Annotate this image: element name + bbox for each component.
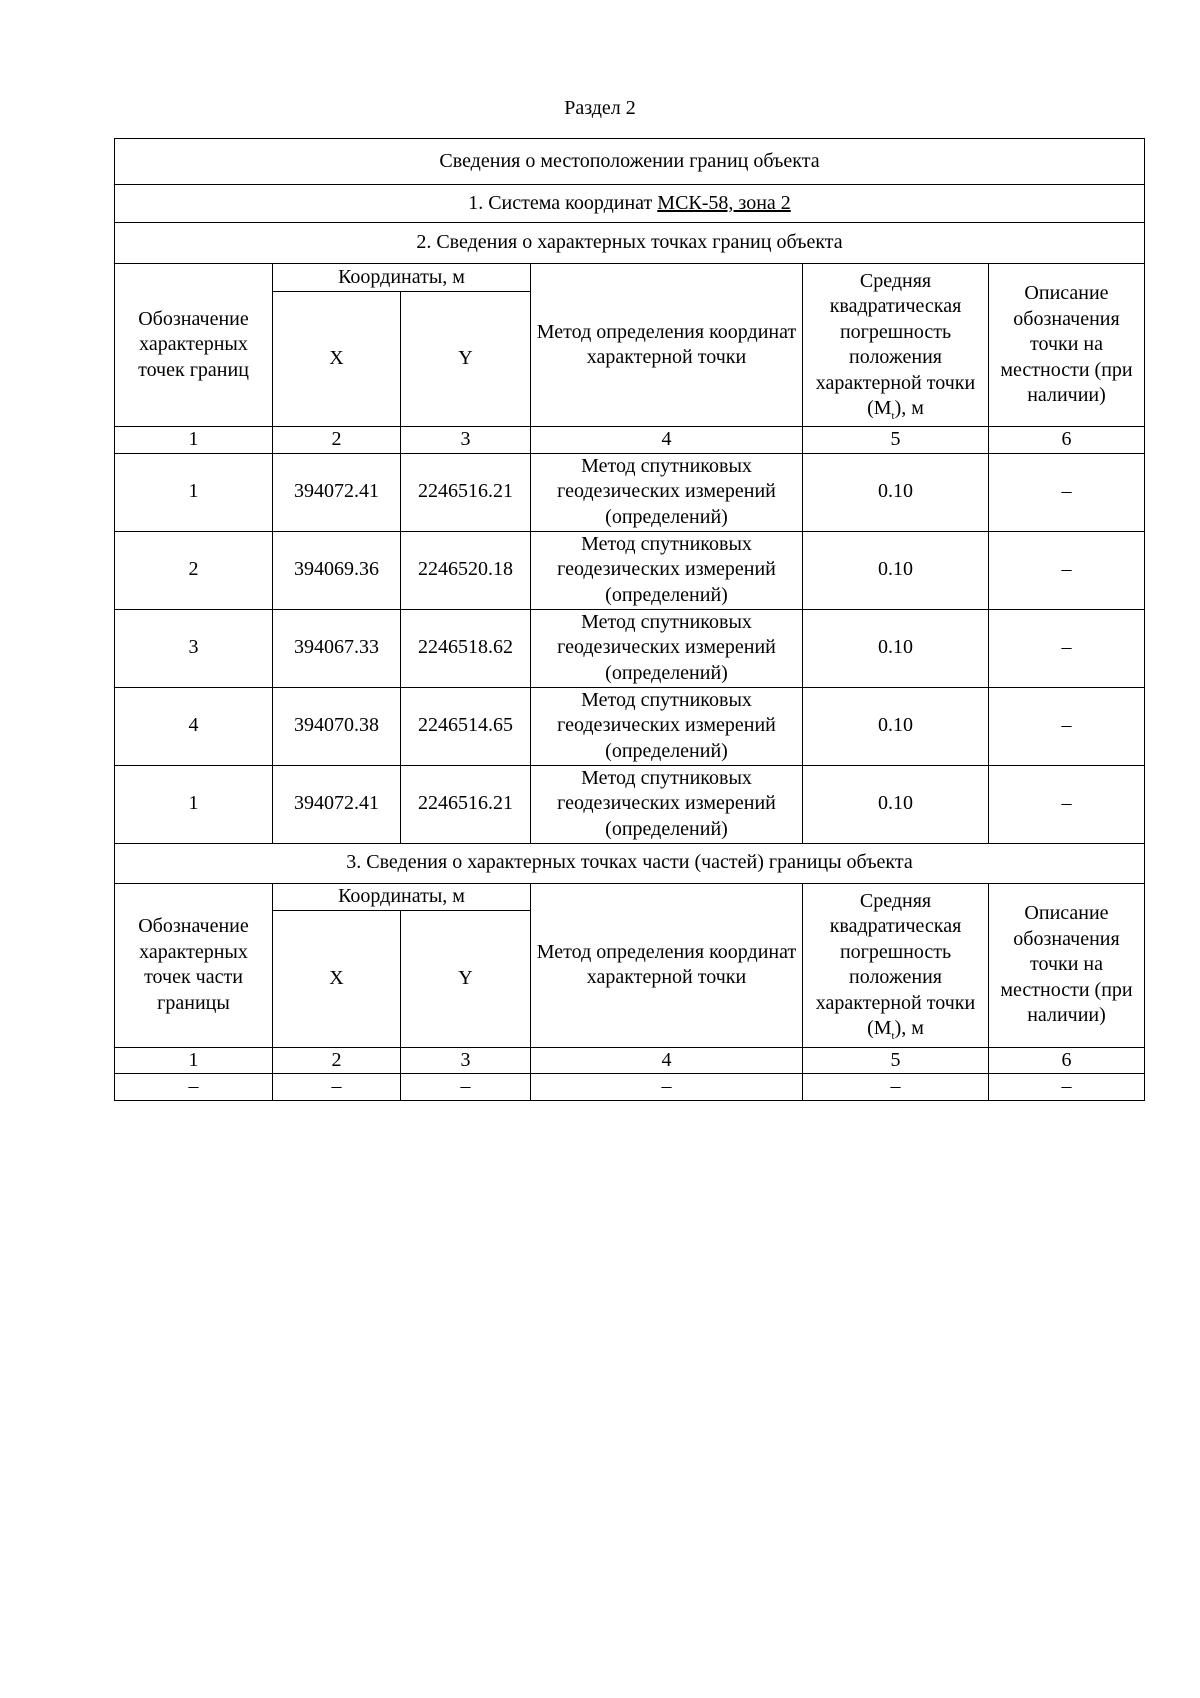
section3-header-error-unit: ), м: [894, 1017, 924, 1039]
table-row: [115, 609, 1145, 687]
section3-header-description: Описание обозначения точки на местности (при наличии): [989, 883, 1145, 1047]
section3-title: 3. Сведения о характерных точках части (частей) границы объекта: [115, 843, 1145, 883]
coordinate-system-row: [115, 185, 1145, 223]
column-number: 3: [401, 1047, 531, 1074]
table-row: [115, 1074, 1145, 1101]
table-title-row: [115, 139, 1145, 185]
method-cell: Метод спутниковых геодезических измерений (определений): [531, 453, 803, 531]
y-cell: 2246516.21: [401, 453, 531, 531]
method-cell: Метод спутниковых геодезических измерений (определений): [531, 609, 803, 687]
column-number: 1: [115, 427, 273, 454]
column-number: 6: [989, 1047, 1145, 1074]
table-row: [115, 765, 1145, 843]
description-cell: –: [989, 765, 1145, 843]
column-number: 5: [803, 1047, 989, 1074]
section2-header-description: Описание обозначения точки на местности (при наличии): [989, 264, 1145, 427]
section3-header-error-text: Средняя квадратическая погрешность положения характерной точки (M: [815, 889, 976, 1039]
error-cell: 0.10: [803, 453, 989, 531]
point-cell: 1: [115, 765, 273, 843]
error-cell: –: [803, 1074, 989, 1101]
point-cell: 1: [115, 453, 273, 531]
x-cell: 394070.38: [273, 687, 401, 765]
x-cell: 394069.36: [273, 531, 401, 609]
column-number: 6: [989, 427, 1145, 454]
section2-header-error: [803, 264, 989, 427]
description-cell: –: [989, 609, 1145, 687]
y-cell: 2246514.65: [401, 687, 531, 765]
page-heading: Раздел 2: [564, 97, 636, 119]
column-number: 5: [803, 427, 989, 454]
x-cell: 394067.33: [273, 609, 401, 687]
x-cell: –: [273, 1074, 401, 1101]
section3-header-error-sub: t: [891, 1030, 895, 1042]
section2-header-error-text: Средняя квадратическая погрешность положения характерной точки (M: [815, 269, 976, 419]
x-cell: 394072.41: [273, 453, 401, 531]
coordinate-system-value: МСК-58, зона 2: [657, 191, 791, 214]
table-title: Сведения о местоположении границ объекта: [115, 139, 1145, 185]
section2-column-numbers-row: [115, 427, 1145, 454]
method-cell: Метод спутниковых геодезических измерений (определений): [531, 765, 803, 843]
error-cell: 0.10: [803, 609, 989, 687]
table-row: [115, 687, 1145, 765]
coordinate-system-label: 1. Система координат: [468, 191, 658, 214]
x-cell: 394072.41: [273, 765, 401, 843]
section3-header-y: Y: [401, 910, 531, 1047]
section2-header-method: Метод определения координат характерной точки: [531, 264, 803, 427]
column-number: 4: [531, 427, 803, 454]
section2-title-row: [115, 223, 1145, 264]
section3-header-error: [803, 883, 989, 1047]
method-cell: Метод спутниковых геодезических измерений (определений): [531, 531, 803, 609]
section3-header-method: Метод определения координат характерной точки: [531, 883, 803, 1047]
section3-header-coordinates: Координаты, м: [273, 883, 531, 910]
point-cell: 3: [115, 609, 273, 687]
section3-header-row-1: [115, 883, 1145, 910]
section2-header-coordinates: Координаты, м: [273, 264, 531, 292]
error-cell: 0.10: [803, 531, 989, 609]
coordinate-system-cell: [115, 185, 1145, 223]
section2-header-row-1: [115, 264, 1145, 292]
description-cell: –: [989, 1074, 1145, 1101]
error-cell: 0.10: [803, 687, 989, 765]
method-cell: Метод спутниковых геодезических измерений (определений): [531, 687, 803, 765]
section3-column-numbers-row: [115, 1047, 1145, 1074]
table-row: [115, 531, 1145, 609]
description-cell: –: [989, 531, 1145, 609]
section2-header-y: Y: [401, 292, 531, 427]
section2-header-x: X: [273, 292, 401, 427]
section2-header-designation: Обозначение характерных точек границ: [115, 264, 273, 427]
point-cell: –: [115, 1074, 273, 1101]
y-cell: –: [401, 1074, 531, 1101]
column-number: 3: [401, 427, 531, 454]
description-cell: –: [989, 687, 1145, 765]
point-cell: 4: [115, 687, 273, 765]
boundary-table: [114, 138, 1145, 1101]
section3-title-row: [115, 843, 1145, 883]
description-cell: –: [989, 453, 1145, 531]
table-row: [115, 453, 1145, 531]
error-cell: 0.10: [803, 765, 989, 843]
column-number: 2: [273, 427, 401, 454]
y-cell: 2246518.62: [401, 609, 531, 687]
section2-header-error-sub: t: [891, 410, 895, 422]
y-cell: 2246516.21: [401, 765, 531, 843]
point-cell: 2: [115, 531, 273, 609]
column-number: 4: [531, 1047, 803, 1074]
column-number: 2: [273, 1047, 401, 1074]
section3-header-x: X: [273, 910, 401, 1047]
section2-header-error-unit: ), м: [894, 397, 924, 419]
section2-title: 2. Сведения о характерных точках границ объекта: [115, 223, 1145, 264]
y-cell: 2246520.18: [401, 531, 531, 609]
method-cell: –: [531, 1074, 803, 1101]
column-number: 1: [115, 1047, 273, 1074]
section3-header-designation: Обозначение характерных точек части границы: [115, 883, 273, 1047]
